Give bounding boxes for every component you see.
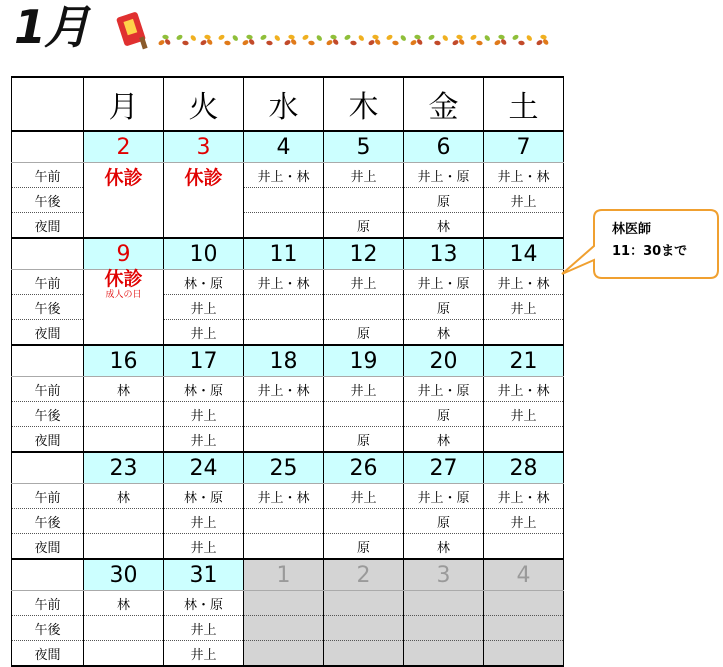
doctor-cell: 井上	[164, 427, 244, 453]
weekday-tue: 火	[164, 77, 244, 131]
leaf-icon	[344, 34, 365, 46]
leaf-icon	[470, 34, 491, 46]
slot-label: 午前	[12, 591, 84, 616]
slot-row-pm	[12, 509, 564, 534]
doctor-cell	[244, 213, 324, 239]
doctor-cell	[484, 591, 564, 616]
date-cell: 14	[484, 238, 564, 270]
doctor-cell: 原	[324, 320, 404, 346]
slot-label: 夜間	[12, 534, 84, 560]
doctor-cell	[324, 509, 404, 534]
date-cell: 21	[484, 345, 564, 377]
doctor-cell	[324, 188, 404, 213]
doctor-cell: 井上・林	[484, 163, 564, 188]
date-cell: 5	[324, 131, 404, 163]
date-cell: 20	[404, 345, 484, 377]
slot-row-pm	[12, 402, 564, 427]
doctor-cell	[84, 616, 164, 641]
doctor-cell	[324, 641, 404, 667]
date-cell: 19	[324, 345, 404, 377]
slot-label: 午前	[12, 270, 84, 295]
closed-label: 休診	[184, 167, 223, 189]
date-cell: 2	[324, 559, 404, 591]
doctor-cell: 原	[404, 402, 484, 427]
slot-label: 夜間	[12, 320, 84, 346]
doctor-cell: 井上・林	[484, 270, 564, 295]
date-cell: 13	[404, 238, 484, 270]
doctor-cell	[404, 641, 484, 667]
slot-label: 午後	[12, 402, 84, 427]
doctor-cell	[324, 591, 404, 616]
slot-label: 午後	[12, 616, 84, 641]
closed-cell	[84, 163, 164, 239]
date-cell: 4	[244, 131, 324, 163]
date-cell: 12	[324, 238, 404, 270]
doctor-cell: 井上・林	[244, 377, 324, 402]
weekday-sat: 土	[484, 77, 564, 131]
doctor-cell: 原	[404, 188, 484, 213]
closed-cell	[164, 163, 244, 239]
slot-row-am	[12, 484, 564, 509]
doctor-cell	[484, 213, 564, 239]
slot-row-pm	[12, 616, 564, 641]
slot-row-ev	[12, 641, 564, 667]
date-row	[12, 559, 564, 591]
leaf-icon	[512, 34, 533, 46]
doctor-cell	[84, 534, 164, 560]
new-year-garland-decoration	[116, 10, 556, 54]
weekday-thu: 木	[324, 77, 404, 131]
holiday-label: 成人の日	[105, 289, 142, 300]
date-cell: 27	[404, 452, 484, 484]
closed-cell	[84, 270, 164, 346]
date-cell: 17	[164, 345, 244, 377]
date-cell: 31	[164, 559, 244, 591]
weekday-header-row	[12, 77, 564, 131]
date-row-label-cell	[12, 131, 84, 163]
slot-label: 午後	[12, 188, 84, 213]
doctor-cell: 井上・原	[404, 163, 484, 188]
weekday-fri: 金	[404, 77, 484, 131]
leaf-icon	[428, 34, 449, 46]
doctor-cell: 林	[404, 534, 484, 560]
doctor-cell	[84, 641, 164, 667]
doctor-cell	[324, 616, 404, 641]
doctor-cell: 井上・原	[404, 377, 484, 402]
doctor-cell	[484, 534, 564, 560]
slot-label: 夜間	[12, 641, 84, 667]
doctor-cell: 林・原	[164, 270, 244, 295]
doctor-cell: 原	[324, 213, 404, 239]
doctor-cell: 林・原	[164, 591, 244, 616]
doctor-cell: 井上・林	[244, 270, 324, 295]
doctor-cell: 井上・林	[244, 484, 324, 509]
doctor-cell: 井上	[324, 377, 404, 402]
date-cell: 9	[84, 238, 164, 270]
doctor-cell: 林	[84, 484, 164, 509]
doctor-cell	[484, 320, 564, 346]
doctor-cell: 井上	[324, 484, 404, 509]
doctor-cell: 井上	[164, 534, 244, 560]
doctor-cell	[244, 295, 324, 320]
doctor-cell: 井上	[484, 402, 564, 427]
date-cell: 6	[404, 131, 484, 163]
callout-line-2: 11：30まで	[612, 244, 688, 259]
slot-label: 午後	[12, 509, 84, 534]
doctor-cell: 井上・林	[484, 484, 564, 509]
slot-row-ev	[12, 534, 564, 560]
doctor-cell: 井上	[324, 163, 404, 188]
date-row-label-cell	[12, 452, 84, 484]
slot-row-am	[12, 377, 564, 402]
doctor-cell: 井上・原	[404, 484, 484, 509]
leaf-icon	[158, 34, 172, 46]
date-cell: 11	[244, 238, 324, 270]
slot-row-am	[12, 163, 564, 188]
date-cell: 26	[324, 452, 404, 484]
closed-label: 休診	[104, 167, 143, 189]
date-row	[12, 238, 564, 270]
doctor-cell	[244, 402, 324, 427]
hagoita-paddle-icon	[116, 11, 148, 49]
date-cell: 24	[164, 452, 244, 484]
weekday-wed: 水	[244, 77, 324, 131]
doctor-cell: 井上・林	[484, 377, 564, 402]
leaf-icon	[368, 34, 382, 46]
closed-label: 休診	[104, 268, 143, 290]
doctor-cell: 井上・原	[404, 270, 484, 295]
date-cell: 3	[164, 131, 244, 163]
doctor-cell: 井上	[484, 295, 564, 320]
slot-row-am	[12, 591, 564, 616]
callout-line-1: 林医師	[612, 222, 652, 237]
schedule-calendar	[11, 76, 564, 667]
doctor-cell: 原	[404, 509, 484, 534]
leaf-icon	[494, 34, 508, 46]
doctor-cell	[244, 427, 324, 453]
date-row-label-cell	[12, 238, 84, 270]
doctor-cell: 原	[404, 295, 484, 320]
doctor-cell: 井上	[484, 509, 564, 534]
doctor-cell: 井上	[164, 320, 244, 346]
doctor-cell: 井上	[164, 295, 244, 320]
slot-label: 午前	[12, 484, 84, 509]
doctor-cell	[484, 616, 564, 641]
slot-row-am	[12, 270, 564, 295]
doctor-cell: 井上	[164, 509, 244, 534]
leaf-icon	[302, 34, 323, 46]
doctor-cell: 井上	[324, 270, 404, 295]
doctor-cell	[244, 591, 324, 616]
doctor-cell	[244, 641, 324, 667]
date-cell: 7	[484, 131, 564, 163]
doctor-cell	[244, 616, 324, 641]
slot-label: 夜間	[12, 427, 84, 453]
date-cell: 30	[84, 559, 164, 591]
slot-label: 夜間	[12, 213, 84, 239]
date-row	[12, 345, 564, 377]
doctor-cell: 林	[404, 427, 484, 453]
doctor-cell: 林・原	[164, 377, 244, 402]
doctor-cell	[484, 427, 564, 453]
leaf-icon	[200, 34, 214, 46]
date-cell: 16	[84, 345, 164, 377]
leaf-icon	[386, 34, 407, 46]
date-row	[12, 131, 564, 163]
doctor-cell	[484, 641, 564, 667]
date-cell: 18	[244, 345, 324, 377]
date-cell: 25	[244, 452, 324, 484]
date-cell: 23	[84, 452, 164, 484]
doctor-cell	[244, 320, 324, 346]
header-corner	[12, 77, 84, 131]
doctor-cell	[244, 534, 324, 560]
leaf-icon	[176, 34, 197, 46]
doctor-cell	[324, 295, 404, 320]
leaf-icon	[284, 34, 298, 46]
date-row-label-cell	[12, 559, 84, 591]
doctor-cell: 井上	[164, 616, 244, 641]
doctor-cell: 井上・林	[244, 163, 324, 188]
doctor-cell	[84, 427, 164, 453]
date-cell: 1	[244, 559, 324, 591]
callout-text	[612, 219, 687, 263]
doctor-cell: 林	[84, 377, 164, 402]
doctor-cell: 原	[324, 427, 404, 453]
doctor-cell: 井上	[484, 188, 564, 213]
doctor-cell: 林	[404, 213, 484, 239]
leaf-icon	[452, 34, 466, 46]
slot-row-ev	[12, 427, 564, 453]
date-cell: 10	[164, 238, 244, 270]
date-row	[12, 452, 564, 484]
leaf-icon	[536, 34, 550, 46]
doctor-cell: 林	[404, 320, 484, 346]
doctor-cell	[244, 188, 324, 213]
weekday-mon: 月	[84, 77, 164, 131]
slot-label: 午前	[12, 377, 84, 402]
leaf-icon	[218, 34, 239, 46]
date-cell: 28	[484, 452, 564, 484]
leaf-icon	[242, 34, 256, 46]
doctor-cell	[84, 509, 164, 534]
doctor-cell: 井上	[164, 641, 244, 667]
doctor-cell: 林・原	[164, 484, 244, 509]
doctor-cell	[404, 591, 484, 616]
doctor-cell: 原	[324, 534, 404, 560]
doctor-cell	[84, 402, 164, 427]
date-cell: 2	[84, 131, 164, 163]
month-title: 1月	[14, 0, 89, 54]
date-cell: 3	[404, 559, 484, 591]
slot-label: 午後	[12, 295, 84, 320]
leaf-icon	[326, 34, 340, 46]
leaf-icon	[260, 34, 281, 46]
date-row-label-cell	[12, 345, 84, 377]
doctor-cell	[404, 616, 484, 641]
doctor-cell	[324, 402, 404, 427]
leaf-icon	[410, 34, 424, 46]
doctor-cell	[244, 509, 324, 534]
doctor-cell: 井上	[164, 402, 244, 427]
doctor-cell: 林	[84, 591, 164, 616]
date-cell: 4	[484, 559, 564, 591]
slot-label: 午前	[12, 163, 84, 188]
